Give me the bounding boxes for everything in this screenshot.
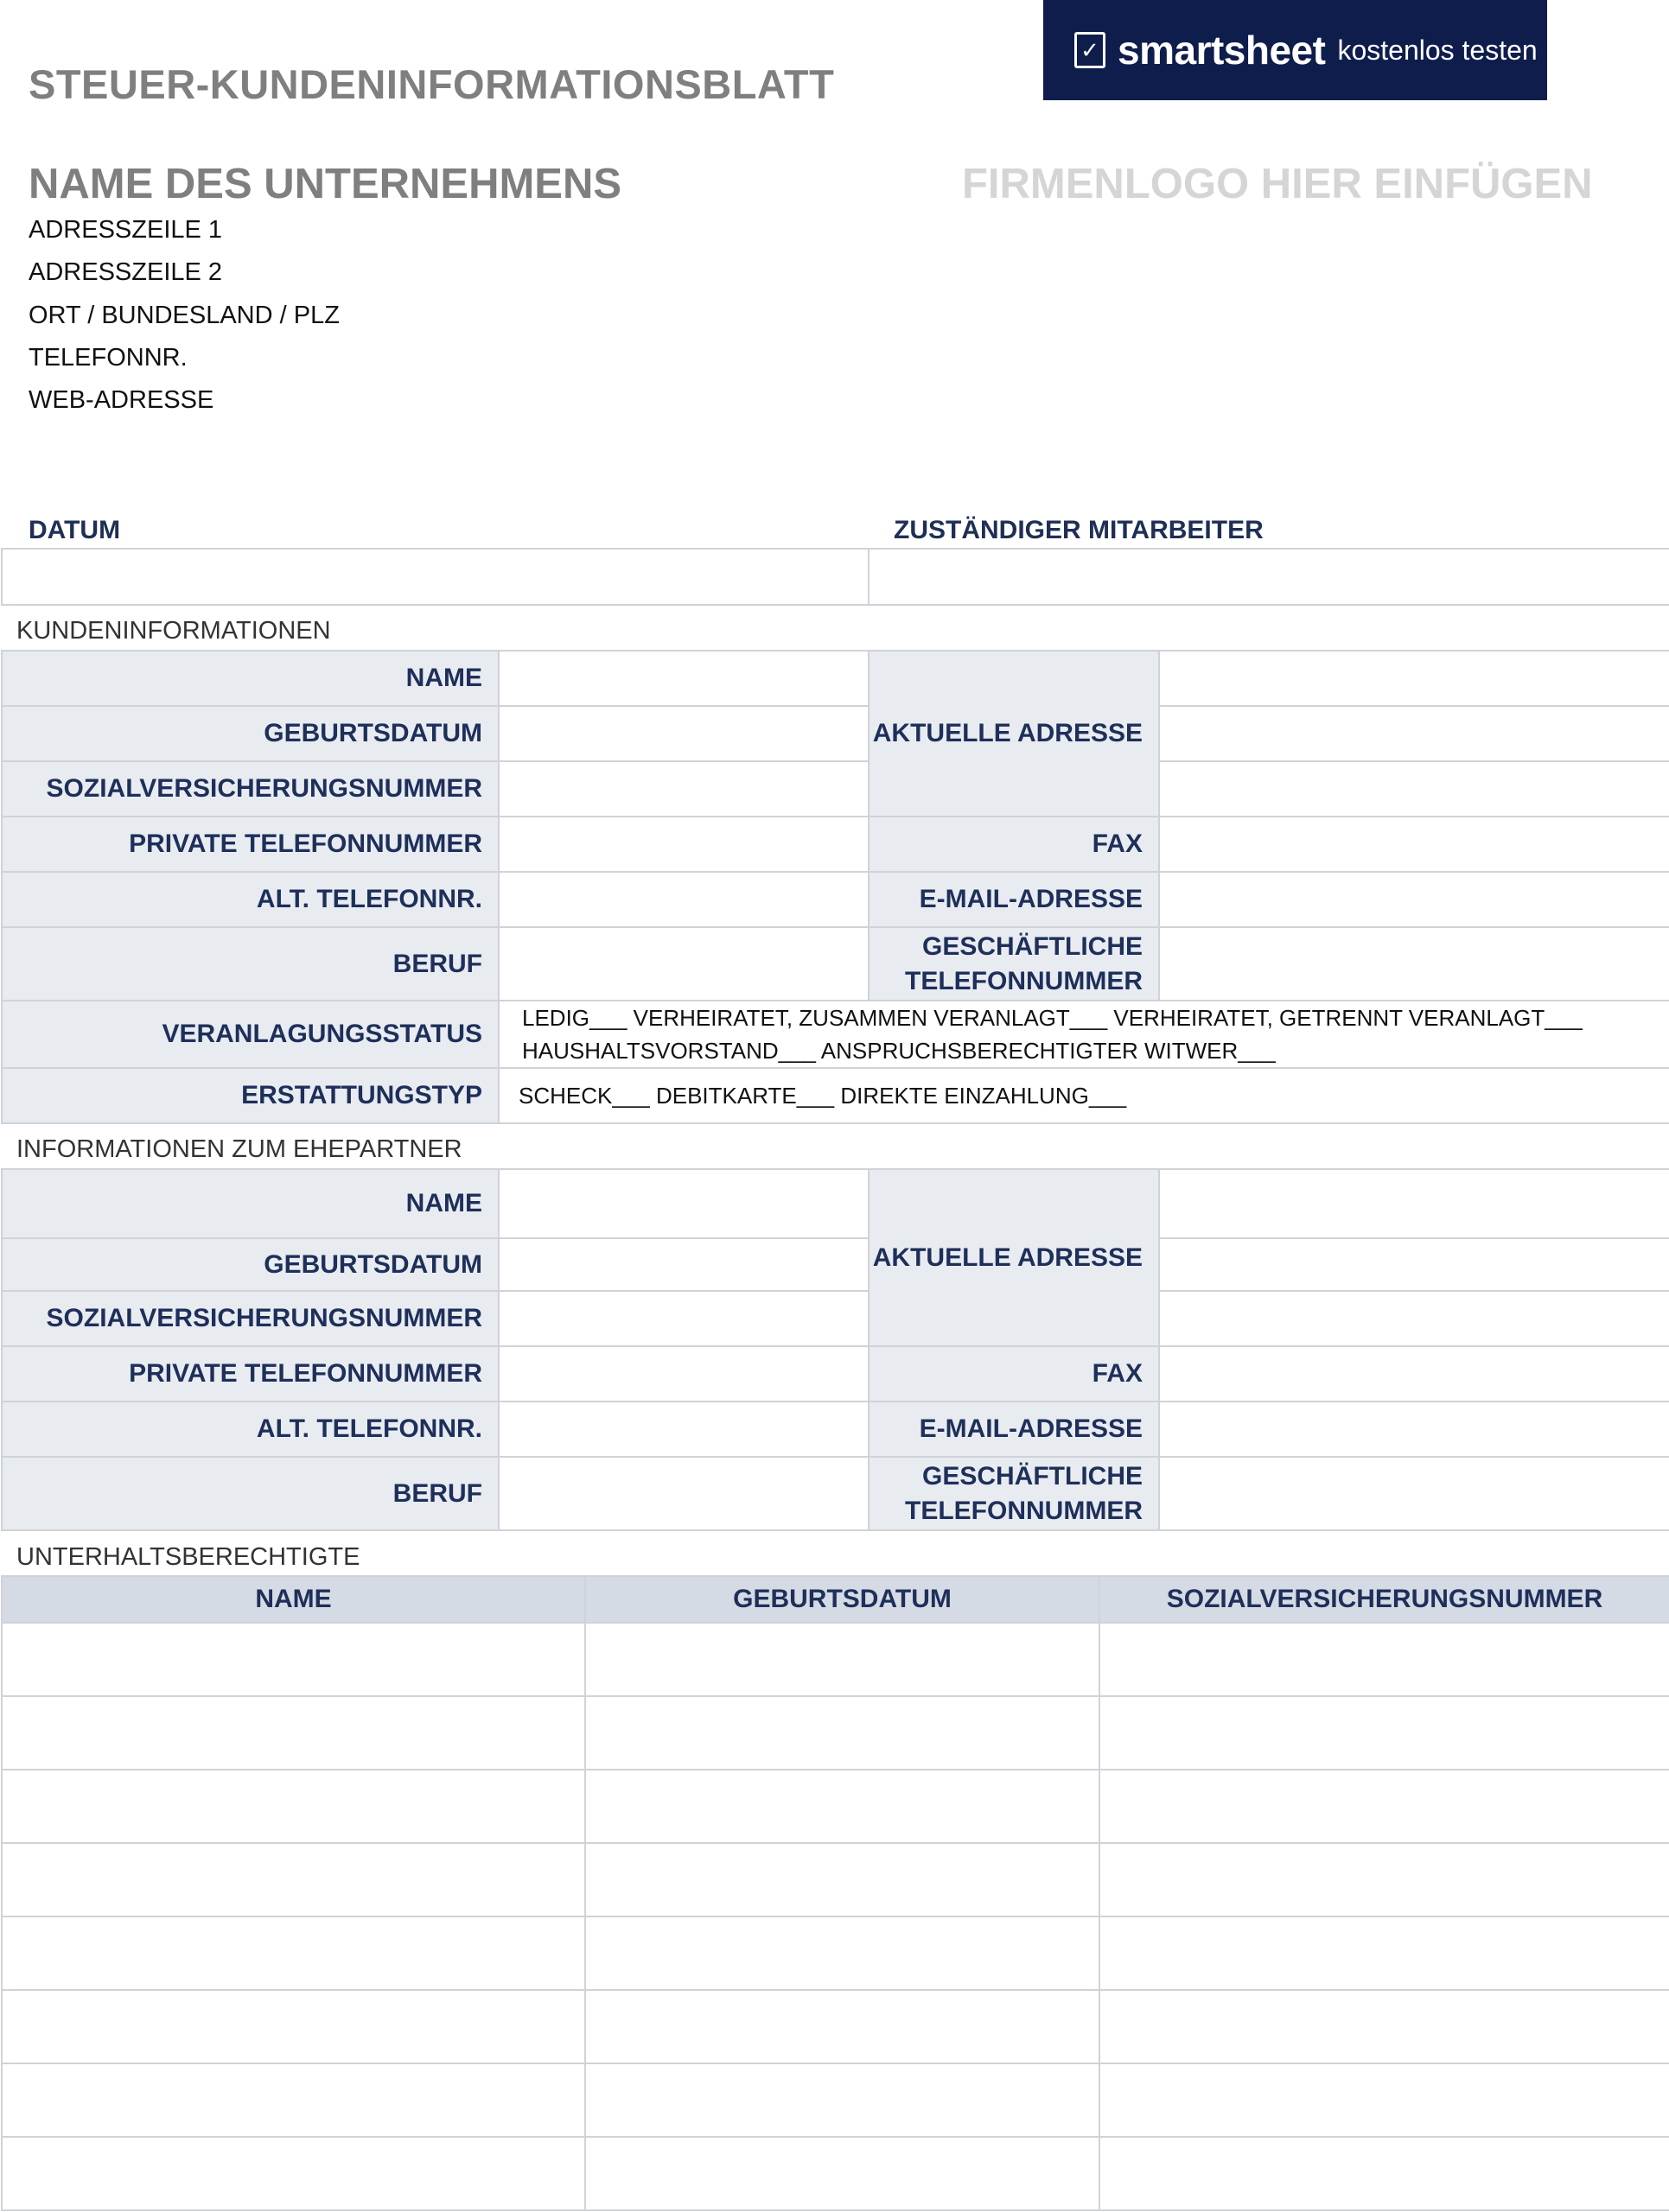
client-business-phone-label-line2: TELEFONNUMMER bbox=[905, 966, 1143, 995]
spouse-name-label: NAME bbox=[2, 1169, 499, 1238]
web-address: WEB-ADRESSE bbox=[29, 386, 214, 414]
dependent-ssn-cell[interactable] bbox=[1099, 1843, 1669, 1916]
table-row bbox=[2, 1623, 1669, 1696]
spouse-home-phone-field[interactable] bbox=[499, 1346, 869, 1402]
dependents-dob-header: GEBURTSDATUM bbox=[585, 1576, 1099, 1623]
spouse-business-phone-label-line2: TELEFONNUMMER bbox=[905, 1496, 1143, 1525]
dependent-ssn-cell[interactable] bbox=[1099, 1696, 1669, 1770]
spouse-email-field[interactable] bbox=[1159, 1402, 1669, 1457]
spouse-alt-phone-label: ALT. TELEFONNR. bbox=[2, 1402, 499, 1457]
dependent-name-cell[interactable] bbox=[2, 1990, 585, 2063]
client-ssn-label: SOZIALVERSICHERUNGSNUMMER bbox=[2, 761, 499, 817]
spouse-dob-label: GEBURTSDATUM bbox=[2, 1238, 499, 1291]
client-home-phone-field[interactable] bbox=[499, 817, 869, 872]
client-business-phone-label-line1: GESCHÄFTLICHE bbox=[922, 931, 1143, 961]
dependent-dob-cell[interactable] bbox=[585, 2063, 1099, 2137]
dependent-ssn-cell[interactable] bbox=[1099, 2137, 1669, 2210]
logo-placeholder: FIRMENLOGO HIER EINFÜGEN bbox=[962, 161, 1593, 207]
table-row bbox=[2, 2063, 1669, 2137]
spouse-name-field[interactable] bbox=[499, 1169, 869, 1238]
date-field[interactable] bbox=[2, 549, 869, 605]
client-info-table bbox=[1, 650, 1669, 1124]
spouse-address-field-3[interactable] bbox=[1159, 1291, 1669, 1346]
smartsheet-trial-banner[interactable] bbox=[1043, 0, 1547, 100]
spouse-email-label: E-MAIL-ADRESSE bbox=[869, 1402, 1159, 1457]
dependent-name-cell[interactable] bbox=[2, 1696, 585, 1770]
dependent-dob-cell[interactable] bbox=[585, 1770, 1099, 1843]
client-business-phone-label bbox=[869, 927, 1159, 1001]
dependent-ssn-cell[interactable] bbox=[1099, 1770, 1669, 1843]
client-alt-phone-field[interactable] bbox=[499, 872, 869, 927]
client-business-phone-field[interactable] bbox=[1159, 927, 1669, 1001]
dependent-name-cell[interactable] bbox=[2, 2137, 585, 2210]
client-ssn-field[interactable] bbox=[499, 761, 869, 817]
filing-status-line-1: LEDIG___ VERHEIRATET, ZUSAMMEN VERANLAGT___ VERHEIRATET, GETRENNT VERANLAGT___ bbox=[522, 1005, 1583, 1031]
spouse-occupation-label: BERUF bbox=[2, 1457, 499, 1530]
client-address-label: AKTUELLE ADRESSE bbox=[869, 651, 1159, 817]
dependent-dob-cell[interactable] bbox=[585, 1623, 1099, 1696]
date-employee-table bbox=[1, 548, 1669, 606]
client-dob-field[interactable] bbox=[499, 706, 869, 761]
address-line-1: ADRESSZEILE 1 bbox=[29, 216, 223, 244]
client-fax-field[interactable] bbox=[1159, 817, 1669, 872]
date-label: DATUM bbox=[29, 516, 121, 544]
city-state-zip: ORT / BUNDESLAND / PLZ bbox=[29, 302, 340, 329]
spouse-occupation-field[interactable] bbox=[499, 1457, 869, 1530]
filing-status-label: VERANLAGUNGSSTATUS bbox=[2, 1001, 499, 1068]
spouse-dob-field[interactable] bbox=[499, 1238, 869, 1291]
client-address-field-2[interactable] bbox=[1159, 706, 1669, 761]
company-name: NAME DES UNTERNEHMENS bbox=[29, 161, 622, 207]
dependent-name-cell[interactable] bbox=[2, 2063, 585, 2137]
spouse-section-label: INFORMATIONEN ZUM EHEPARTNER bbox=[16, 1135, 462, 1163]
client-alt-phone-label: ALT. TELEFONNR. bbox=[2, 872, 499, 927]
client-fax-label: FAX bbox=[869, 817, 1159, 872]
client-section-label: KUNDENINFORMATIONEN bbox=[16, 617, 331, 645]
spouse-home-phone-label: PRIVATE TELEFONNUMMER bbox=[2, 1346, 499, 1402]
dependents-ssn-header: SOZIALVERSICHERUNGSNUMMER bbox=[1099, 1576, 1669, 1623]
trial-link-text: kostenlos testen bbox=[1337, 34, 1538, 66]
spouse-business-phone-field[interactable] bbox=[1159, 1457, 1669, 1530]
dependent-dob-cell[interactable] bbox=[585, 2137, 1099, 2210]
refund-type-options[interactable]: SCHECK___ DEBITKARTE___ DIREKTE EINZAHLUNG___ bbox=[499, 1068, 1669, 1123]
spouse-ssn-field[interactable] bbox=[499, 1291, 869, 1346]
employee-field[interactable] bbox=[869, 549, 1669, 605]
client-occupation-field[interactable] bbox=[499, 927, 869, 1001]
table-row bbox=[2, 1990, 1669, 2063]
table-row bbox=[2, 2137, 1669, 2210]
client-address-field-3[interactable] bbox=[1159, 761, 1669, 817]
dependent-dob-cell[interactable] bbox=[585, 1696, 1099, 1770]
spouse-alt-phone-field[interactable] bbox=[499, 1402, 869, 1457]
dependent-name-cell[interactable] bbox=[2, 1916, 585, 1990]
dependent-dob-cell[interactable] bbox=[585, 1916, 1099, 1990]
dependent-name-cell[interactable] bbox=[2, 1770, 585, 1843]
filing-status-options[interactable] bbox=[499, 1001, 1669, 1068]
dependents-section-label: UNTERHALTSBERECHTIGTE bbox=[16, 1543, 360, 1571]
table-row bbox=[2, 1916, 1669, 1990]
spouse-ssn-label: SOZIALVERSICHERUNGSNUMMER bbox=[2, 1291, 499, 1346]
client-email-field[interactable] bbox=[1159, 872, 1669, 927]
dependent-dob-cell[interactable] bbox=[585, 1990, 1099, 2063]
spouse-fax-field[interactable] bbox=[1159, 1346, 1669, 1402]
client-occupation-label: BERUF bbox=[2, 927, 499, 1001]
page-title: STEUER-KUNDENINFORMATIONSBLATT bbox=[29, 61, 835, 107]
dependent-name-cell[interactable] bbox=[2, 1843, 585, 1916]
spouse-business-phone-label-line1: GESCHÄFTLICHE bbox=[922, 1461, 1143, 1491]
client-home-phone-label: PRIVATE TELEFONNUMMER bbox=[2, 817, 499, 872]
dependents-name-header: NAME bbox=[2, 1576, 585, 1623]
phone-line: TELEFONNR. bbox=[29, 344, 188, 372]
filing-status-line-2: HAUSHALTSVORSTAND___ ANSPRUCHSBERECHTIGTER WITWER___ bbox=[522, 1038, 1276, 1064]
table-row bbox=[2, 1843, 1669, 1916]
dependent-ssn-cell[interactable] bbox=[1099, 2063, 1669, 2137]
check-icon: ✓ bbox=[1074, 32, 1105, 68]
dependent-name-cell[interactable] bbox=[2, 1623, 585, 1696]
client-email-label: E-MAIL-ADRESSE bbox=[869, 872, 1159, 927]
address-line-2: ADRESSZEILE 2 bbox=[29, 258, 223, 286]
brand-name: smartsheet bbox=[1118, 28, 1326, 73]
dependents-table bbox=[1, 1575, 1669, 2211]
dependent-dob-cell[interactable] bbox=[585, 1843, 1099, 1916]
client-address-field-1[interactable] bbox=[1159, 651, 1669, 706]
table-row bbox=[2, 1770, 1669, 1843]
dependent-ssn-cell[interactable] bbox=[1099, 1916, 1669, 1990]
employee-label: ZUSTÄNDIGER MITARBEITER bbox=[894, 516, 1264, 544]
spouse-fax-label: FAX bbox=[869, 1346, 1159, 1402]
spouse-address-field-2[interactable] bbox=[1159, 1238, 1669, 1291]
dependent-ssn-cell[interactable] bbox=[1099, 1623, 1669, 1696]
table-row bbox=[2, 1696, 1669, 1770]
client-name-label: NAME bbox=[2, 651, 499, 706]
client-name-field[interactable] bbox=[499, 651, 869, 706]
refund-type-label: ERSTATTUNGSTYP bbox=[2, 1068, 499, 1123]
spouse-business-phone-label bbox=[869, 1457, 1159, 1530]
spouse-info-table bbox=[1, 1168, 1669, 1531]
dependent-ssn-cell[interactable] bbox=[1099, 1990, 1669, 2063]
client-dob-label: GEBURTSDATUM bbox=[2, 706, 499, 761]
spouse-address-label: AKTUELLE ADRESSE bbox=[869, 1169, 1159, 1346]
spouse-address-field-1[interactable] bbox=[1159, 1169, 1669, 1238]
